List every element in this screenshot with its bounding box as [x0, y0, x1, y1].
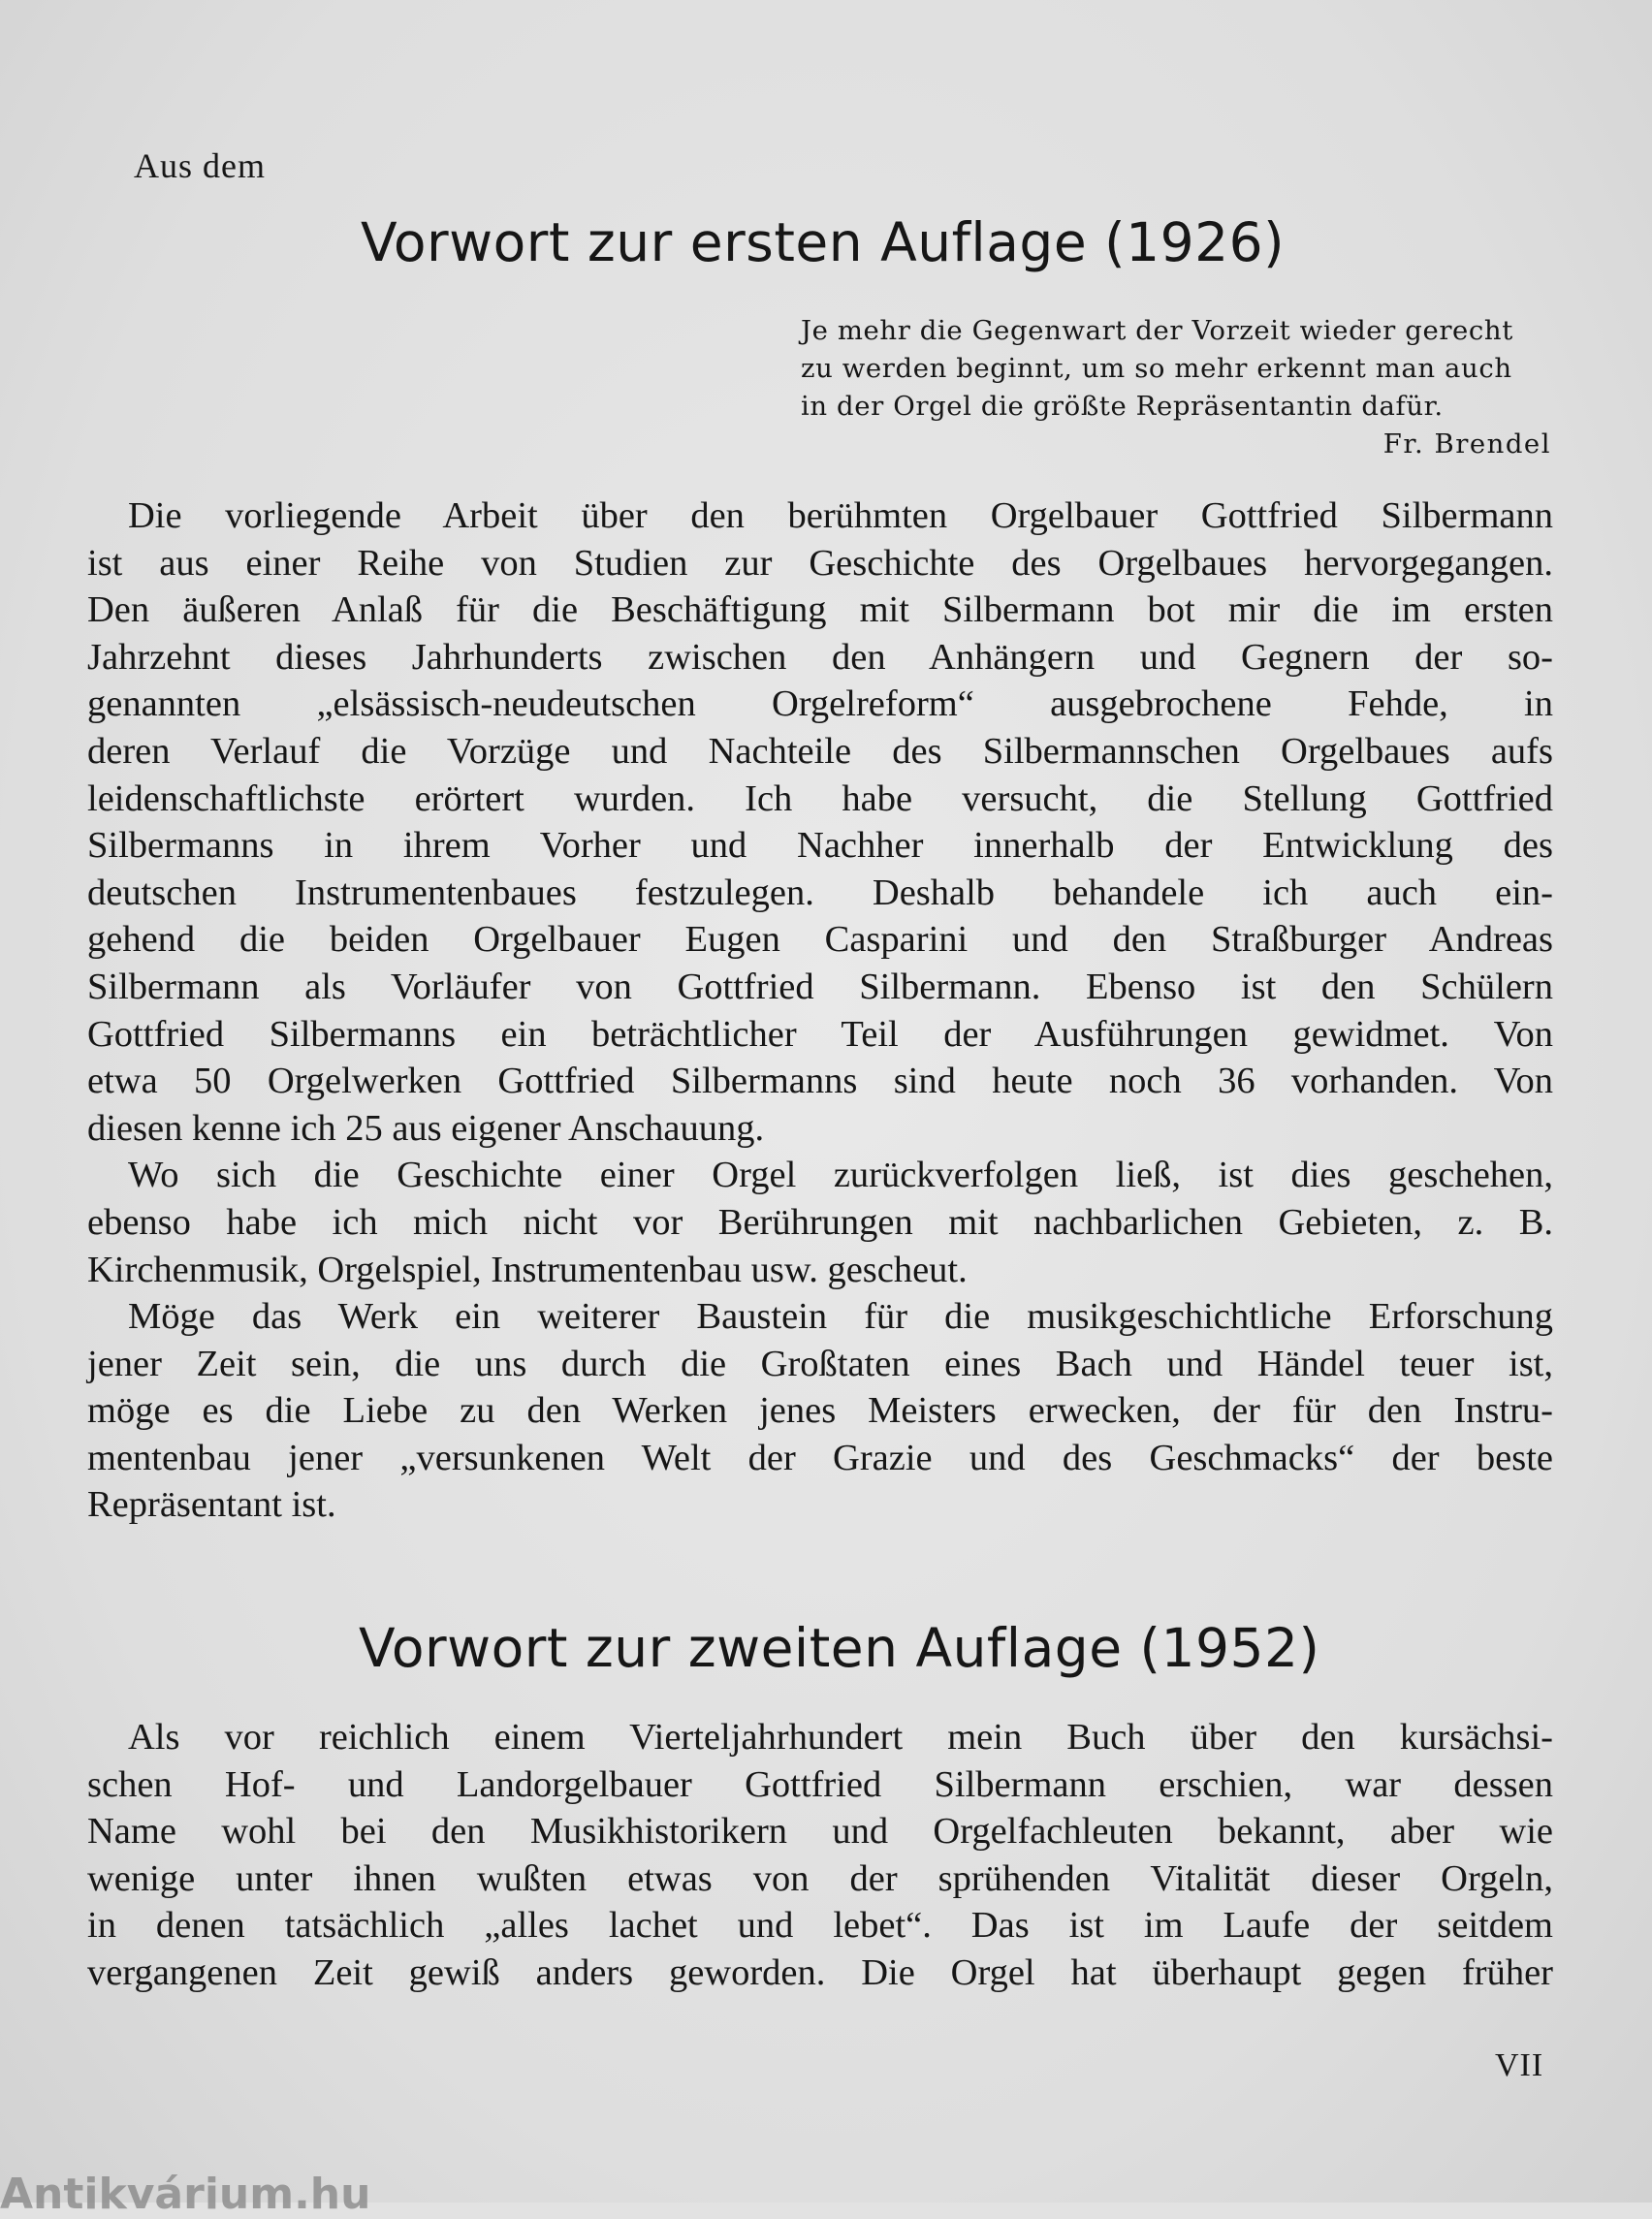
text-line: Wo sich die Geschichte einer Orgel zurückverfolgen ließ, ist dies geschehen, — [128, 1155, 1553, 1196]
text-line: Silbermanns in ihrem Vorher und Nachher innerhalb der Entwicklung des — [87, 825, 1553, 867]
epigraph-line: zu werden beginnt, um so mehr erkennt man auch — [801, 353, 1512, 384]
text-line: ist aus einer Reihe von Studien zur Geschichte des Orgelbaues hervorgegangen. — [87, 542, 1553, 584]
heading-first-edition: Vorwort zur ersten Auflage (1926) — [361, 211, 1286, 273]
text-line: etwa 50 Orgelwerken Gottfried Silbermanns sind heute noch 36 vorhanden. Von — [87, 1061, 1553, 1102]
text-line: wenige unter ihnen wußten etwas von der sprühenden Vitalität dieser Orgeln, — [87, 1857, 1553, 1899]
text-line: Jahrzehnt dieses Jahrhunderts zwischen den Anhängern und Gegnern der so- — [87, 636, 1553, 678]
text-line: Gottfried Silbermanns ein beträchtlicher Teil der Ausführungen gewidmet. Von — [87, 1013, 1553, 1055]
epigraph-line: Je mehr die Gegenwart der Vorzeit wieder gerecht — [801, 315, 1513, 346]
watermark-logo: Antikvárium.hu — [0, 2170, 371, 2219]
text-line: Repräsentant ist. — [87, 1484, 336, 1526]
text-line: schen Hof- und Landorgelbauer Gottfried Silbermann erschien, war dessen — [87, 1763, 1553, 1805]
paragraph — [87, 1293, 1553, 1529]
second-preface-text — [87, 1714, 1553, 1997]
text-line: Möge das Werk ein weiterer Baustein für die musikgeschichtliche Erforschung — [128, 1296, 1553, 1338]
epigraph-line: in der Orgel die größte Repräsentantin dafür. — [801, 391, 1444, 422]
text-line: Kirchenmusik, Orgelspiel, Instrumentenbau usw. gescheut. — [87, 1249, 968, 1290]
text-line: deren Verlauf die Vorzüge und Nachteile des Silbermannschen Orgelbaues aufs — [87, 730, 1553, 772]
text-line: gehend die beiden Orgelbauer Eugen Casparini und den Straßburger Andreas — [87, 919, 1553, 961]
epigraph — [801, 312, 1551, 463]
intro-label: Aus dem — [134, 146, 266, 185]
paragraph — [87, 492, 1553, 1152]
text-line: deutschen Instrumentenbaues festzulegen. Deshalb behandele ich auch ein- — [87, 872, 1553, 913]
text-line: Den äußeren Anlaß für die Beschäftigung mit Silbermann bot mir die im ersten — [87, 589, 1553, 631]
text-line: möge es die Liebe zu den Werken jenes Meisters erwecken, der für den Instru- — [87, 1390, 1553, 1432]
text-line: Name wohl bei den Musikhistorikern und Orgelfachleuten bekannt, aber wie — [87, 1811, 1553, 1853]
text-line: mentenbau jener „versunkenen Welt der Grazie und des Geschmacks“ der beste — [87, 1437, 1553, 1478]
first-preface-text — [87, 492, 1553, 1529]
text-line: jener Zeit sein, die uns durch die Großtaten eines Bach und Händel teuer ist, — [87, 1343, 1553, 1384]
text-line: Die vorliegende Arbeit über den berühmten Orgelbauer Gottfried Silbermann — [128, 495, 1553, 536]
text-line: ebenso habe ich mich nicht vor Berührungen mit nachbarlichen Gebieten, z. B. — [87, 1201, 1553, 1243]
text-line: vergangenen Zeit gewiß anders geworden. Die Orgel hat überhaupt gegen früher — [87, 1951, 1553, 1993]
text-line: genannten „elsässisch-neudeutschen Orgelreform“ ausgebrochene Fehde, in — [87, 683, 1553, 725]
heading-second-edition: Vorwort zur zweiten Auflage (1952) — [359, 1617, 1320, 1679]
text-line: diesen kenne ich 25 aus eigener Anschauung. — [87, 1107, 765, 1149]
page-number: VII — [1495, 2047, 1544, 2083]
text-line: in denen tatsächlich „alles lachet und lebet“. Das ist im Laufe der seitdem — [87, 1905, 1553, 1947]
paragraph — [87, 1152, 1553, 1293]
text-line: leidenschaftlichste erörtert wurden. Ich habe versucht, die Stellung Gottfried — [87, 777, 1553, 819]
text-line: Silbermann als Vorläufer von Gottfried Silbermann. Ebenso ist den Schülern — [87, 966, 1553, 1007]
paragraph — [87, 1714, 1553, 1997]
epigraph-author: Fr. Brendel — [1382, 428, 1551, 460]
text-line: Als vor reichlich einem Vierteljahrhundert mein Buch über den kursächsi- — [128, 1717, 1553, 1758]
